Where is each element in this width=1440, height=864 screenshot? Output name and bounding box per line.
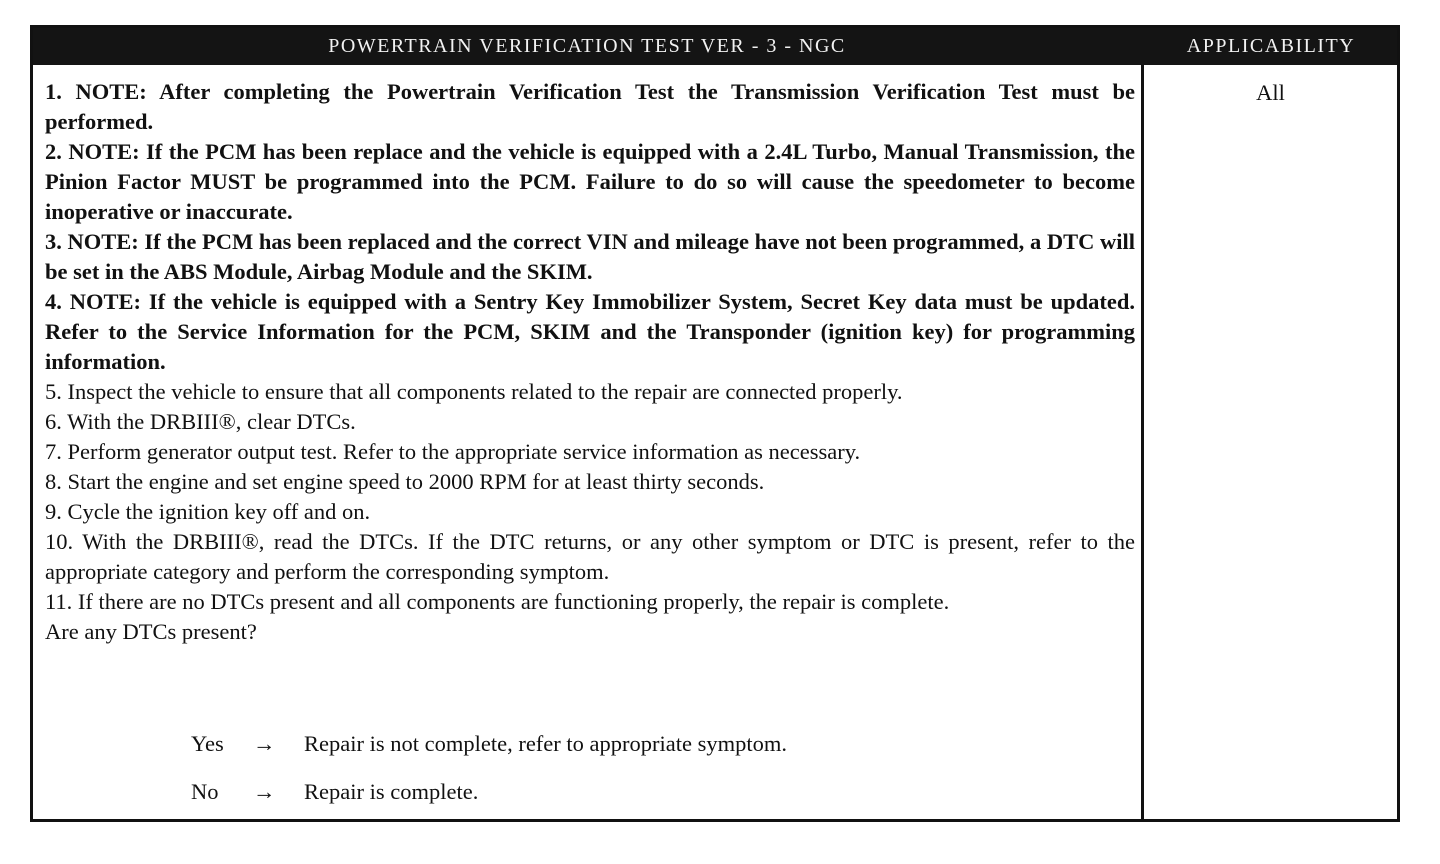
answer-no <box>191 777 1091 807</box>
applicability-heading: APPLICABILITY <box>1186 35 1356 57</box>
step-note-2: 2. NOTE: If the PCM has been replace and the vehicle is equipped with a 2.4L Turbo, Manual Transmission, the Pinion Factor MUST be programmed into the PCM. Failure to do so will cause the speedometer to become inoperative or inaccurate. <box>45 139 1135 224</box>
arrow-right-icon: → <box>253 731 276 756</box>
test-title: POWERTRAIN VERIFICATION TEST VER - 3 - NGC <box>328 35 846 57</box>
step-8: 8. Start the engine and set engine speed to 2000 RPM for at least thirty seconds. <box>45 469 765 494</box>
step-11: 11. If there are no DTCs present and all components are functioning properly, the repair is complete. <box>45 589 950 614</box>
arrow-right-icon: → <box>253 779 276 804</box>
column-divider <box>1141 65 1144 819</box>
applicability-value: All <box>1256 80 1285 105</box>
step-note-3: 3. NOTE: If the PCM has been replaced and the correct VIN and mileage have not been programmed, a DTC will be set in the ABS Module, Airbag Module and the SKIM. <box>45 229 1135 284</box>
procedure-steps <box>45 77 1135 647</box>
step-7: 7. Perform generator output test. Refer to the appropriate service information as necessary. <box>45 439 861 464</box>
step-note-1: 1. NOTE: After completing the Powertrain Verification Test the Transmission Verification Test must be performed. <box>45 79 1135 134</box>
step-9: 9. Cycle the ignition key off and on. <box>45 499 371 524</box>
step-6: 6. With the DRBIII®, clear DTCs. <box>45 409 356 434</box>
step-10: 10. With the DRBIII®, read the DTCs. If the DTC returns, or any other symptom or DTC is present, refer to the appropriate category and perform the corresponding symptom. <box>45 529 1135 584</box>
answer-no-label: No <box>191 779 219 804</box>
answer-yes-text: Repair is not complete, refer to appropriate symptom. <box>304 731 787 756</box>
answer-no-text: Repair is complete. <box>304 779 479 804</box>
step-5: 5. Inspect the vehicle to ensure that all components related to the repair are connected properly. <box>45 379 903 404</box>
verification-test-table <box>30 25 1400 822</box>
answer-yes-label: Yes <box>191 731 224 756</box>
question: Are any DTCs present? <box>45 619 257 644</box>
answer-yes <box>191 729 1091 759</box>
step-note-4: 4. NOTE: If the vehicle is equipped with a Sentry Key Immobilizer System, Secret Key data must be updated. Refer to the Service Information for the PCM, SKIM and the Transponder (ignition key) for programming information. <box>45 289 1135 374</box>
table-header <box>33 28 1397 65</box>
